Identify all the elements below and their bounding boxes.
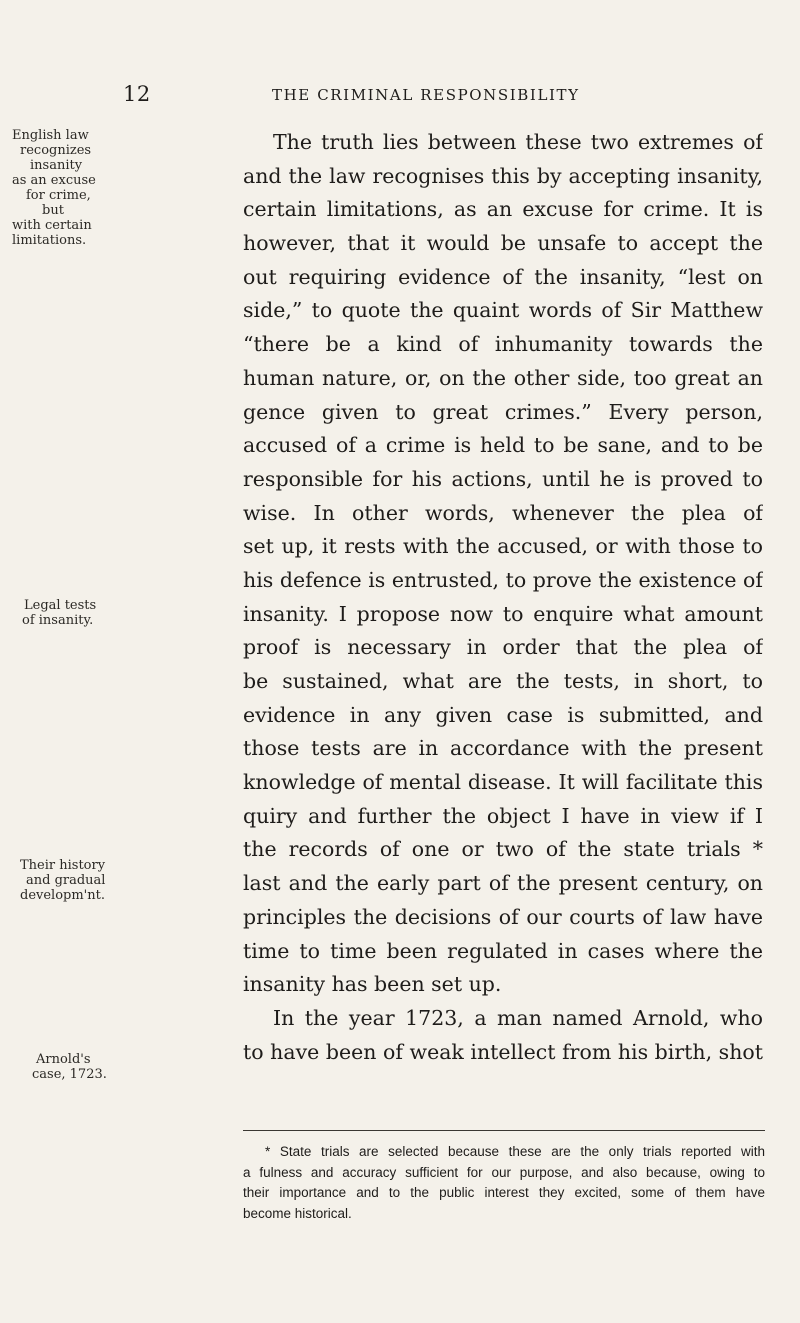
running-head: THE CRIMINAL RESPONSIBILITY bbox=[272, 86, 580, 104]
text-line: responsible for his actions, until he is proved to bbox=[243, 466, 763, 491]
page-header bbox=[0, 82, 800, 112]
side-note-line: and gradual bbox=[26, 873, 106, 888]
text-line: to have been of weak intellect from his birth, shot bbox=[243, 1039, 763, 1064]
text-line: proof is necessary in order that the plea of bbox=[243, 635, 763, 660]
side-note-history bbox=[20, 858, 120, 903]
text-line: The truth lies between these two extremes of bbox=[273, 130, 763, 154]
text-line: knowledge of mental disease. It will facilitate this bbox=[243, 770, 763, 795]
footnote-line: become historical. bbox=[243, 1205, 352, 1221]
text-line: wise. In other words, whenever the plea of bbox=[243, 500, 763, 525]
text-line: last and the early part of the present century, on bbox=[243, 871, 763, 896]
text-line: In the year 1723, a man named Arnold, who bbox=[273, 1005, 763, 1030]
side-note-line: for crime, bbox=[26, 188, 91, 203]
text-line: insanity. I propose now to enquire what amount bbox=[243, 601, 763, 626]
text-line: insanity has been set up. bbox=[243, 972, 502, 997]
text-line: set up, it rests with the accused, or with those to bbox=[243, 534, 763, 559]
text-line: and the law recognises this by accepting insanity, bbox=[243, 163, 763, 188]
side-note-line: but bbox=[42, 203, 64, 218]
page-number: 12 bbox=[123, 82, 151, 106]
text-line: his defence is entrusted, to prove the existence of bbox=[243, 567, 763, 592]
side-note-arnolds-case bbox=[32, 1052, 122, 1082]
side-note-line: limitations. bbox=[12, 233, 87, 248]
text-line: gence given to great crimes.” Every person, bbox=[243, 399, 763, 424]
side-note-line: Their history bbox=[20, 858, 106, 873]
text-line: principles the decisions of our courts of law have bbox=[243, 904, 763, 929]
text-line: however, that it would be unsafe to accept the bbox=[243, 231, 763, 256]
footnote-line: a fulness and accuracy sufficient for our purpose, and also because, owing to bbox=[243, 1164, 765, 1180]
side-note-line: English law bbox=[12, 128, 89, 143]
text-line: quiry and further the object I have in view if I bbox=[243, 803, 763, 828]
text-line: evidence in any given case is submitted, and bbox=[243, 702, 763, 727]
side-note-line: case, 1723. bbox=[32, 1067, 107, 1082]
text-line: be sustained, what are the tests, in short, to bbox=[243, 669, 763, 693]
text-line: time to time been regulated in cases where the bbox=[243, 938, 763, 963]
side-note-line: insanity bbox=[30, 158, 83, 173]
text-line: those tests are in accordance with the present bbox=[243, 736, 763, 761]
text-line: accused of a crime is held to be sane, and to be bbox=[243, 433, 763, 458]
text-line: “there be a kind of inhumanity towards the bbox=[243, 332, 763, 357]
side-note-line: Legal tests bbox=[24, 598, 97, 613]
side-note-line: of insanity. bbox=[22, 613, 94, 628]
side-note-line: recognizes bbox=[20, 143, 92, 158]
side-note-legal-tests bbox=[22, 598, 114, 628]
footnote-line: * State trials are selected because these are the only trials reported with bbox=[265, 1144, 765, 1159]
text-line: side,” to quote the quaint words of Sir Matthew bbox=[243, 298, 763, 323]
side-note-line: Arnold's bbox=[36, 1052, 91, 1067]
side-note-line: with certain bbox=[12, 218, 92, 233]
body-text bbox=[243, 126, 763, 1069]
footnote-line: their importance and to the public interest they excited, some of them have bbox=[243, 1185, 765, 1200]
text-line: certain limitations, as an excuse for crime. It is bbox=[243, 197, 763, 222]
side-note-english-law bbox=[0, 128, 96, 248]
footnote bbox=[243, 1142, 765, 1224]
side-note-line: developm'nt. bbox=[20, 888, 105, 903]
footnote-rule bbox=[243, 1130, 765, 1131]
text-line: out requiring evidence of the insanity, “lest on bbox=[243, 264, 763, 289]
side-note-line: as an excuse bbox=[12, 173, 96, 188]
text-line: the records of one or two of the state trials * bbox=[243, 837, 763, 862]
text-line: human nature, or, on the other side, too great an bbox=[243, 365, 763, 390]
